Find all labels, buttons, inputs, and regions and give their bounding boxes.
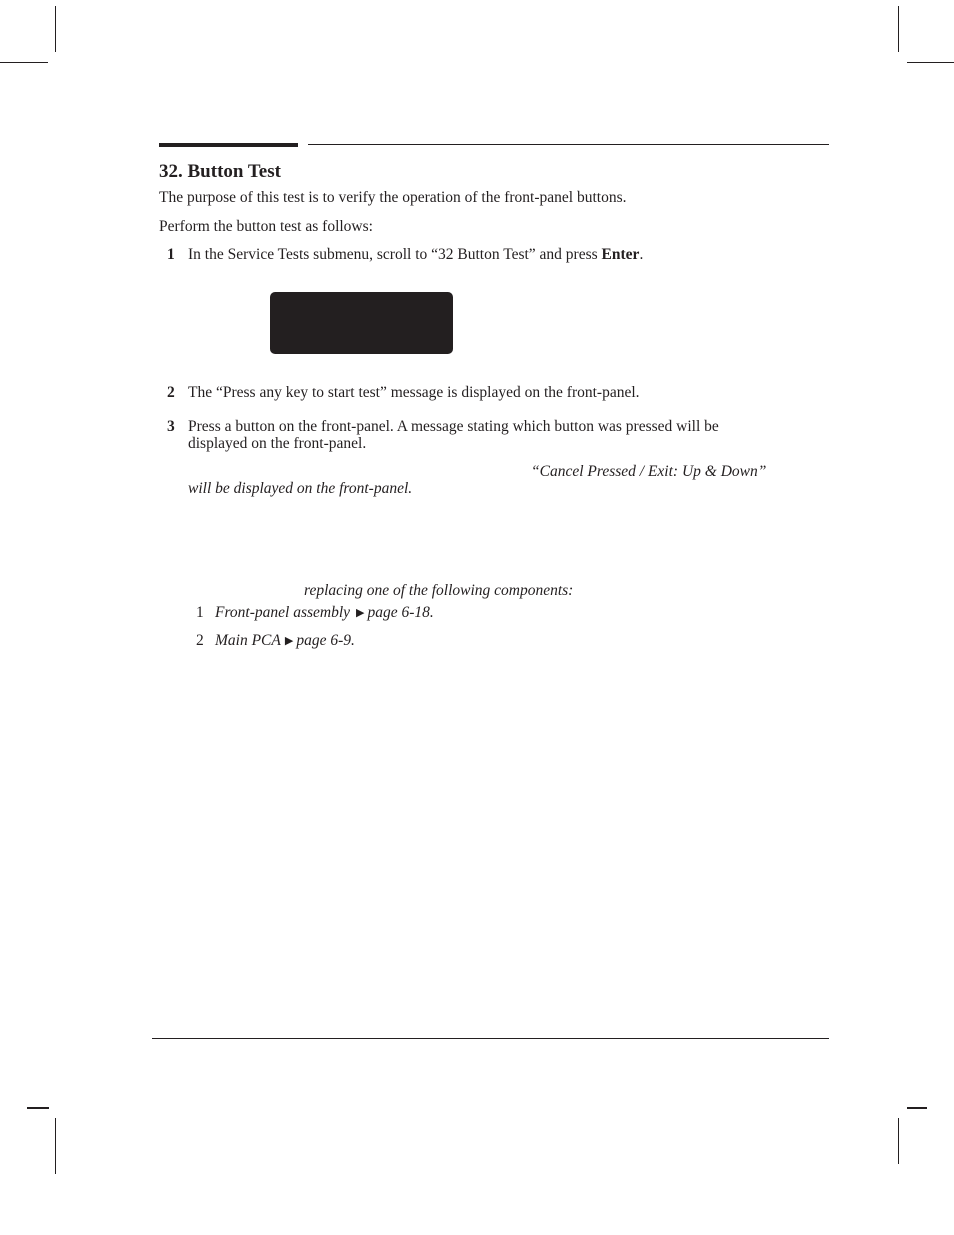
page-reference-arrow-icon: ▶	[356, 607, 365, 619]
cancel-message-fragment: “Cancel Pressed / Exit: Up & Down”	[531, 463, 767, 480]
page-reference-arrow-icon: ▶	[284, 635, 294, 647]
intro-paragraph: The purpose of this test is to verify the operation of the front-panel buttons.	[159, 189, 627, 206]
crop-mark-bottom-left-h	[27, 1107, 49, 1109]
component-item-number: 2	[196, 632, 204, 649]
step-1-text-before: In the Service Tests submenu, scroll to “32 Button Test” and press	[188, 246, 602, 263]
component-item	[196, 604, 434, 622]
crop-mark-top-right-h	[907, 62, 954, 63]
step-3-number: 3	[167, 418, 175, 435]
step-2-text: The “Press any key to start test” message is displayed on the front-panel.	[188, 384, 640, 401]
crop-mark-top-left-v	[55, 6, 56, 52]
crop-mark-bottom-right-v	[898, 1118, 899, 1164]
step-1-number: 1	[167, 246, 175, 263]
crop-mark-top-right-v	[898, 6, 899, 52]
front-panel-display	[270, 292, 453, 354]
component-item-page-link[interactable]: page 6-9.	[296, 632, 355, 649]
step-1-text	[188, 246, 643, 263]
step-3-line-1: Press a button on the front-panel. A message stating which button was pressed will be	[188, 418, 719, 435]
crop-mark-bottom-left-v	[55, 1118, 56, 1174]
step-3-line-2: displayed on the front-panel.	[188, 435, 367, 452]
crop-mark-top-left-h	[0, 62, 48, 63]
step-1-text-after: .	[639, 246, 644, 263]
component-item-page-link[interactable]: page 6-18.	[367, 604, 434, 621]
enter-key-label: Enter	[601, 246, 640, 263]
component-item	[196, 632, 355, 650]
component-item-label: Main PCA	[215, 632, 281, 649]
header-rule-thin	[308, 144, 829, 145]
component-item-number: 1	[196, 604, 204, 621]
step-2-number: 2	[167, 384, 175, 401]
header-rule-thick	[159, 143, 298, 147]
note-line-2: will be displayed on the front-panel.	[188, 480, 413, 497]
footer-rule	[152, 1038, 829, 1039]
perform-paragraph: Perform the button test as follows:	[159, 218, 373, 235]
replace-components-fragment: replacing one of the following components:	[304, 582, 574, 599]
section-title: 32. Button Test	[159, 161, 281, 182]
component-item-label: Front-panel assembly	[215, 604, 351, 621]
crop-mark-bottom-right-h	[907, 1107, 927, 1109]
